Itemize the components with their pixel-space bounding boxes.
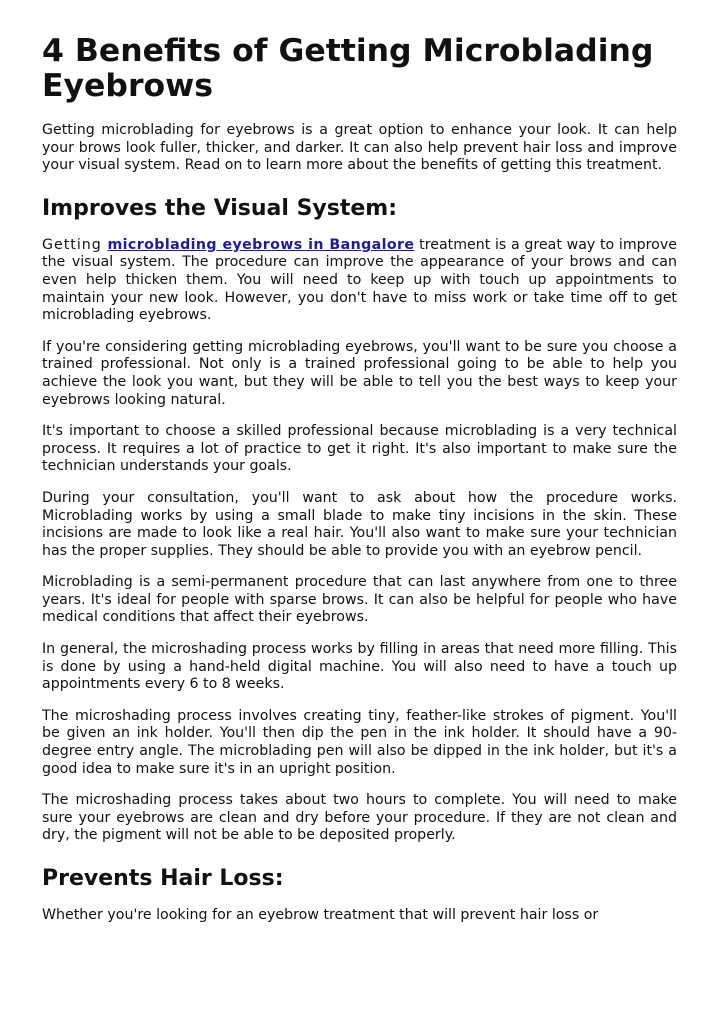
- section-heading-hair-loss: Prevents Hair Loss:: [42, 866, 284, 891]
- paragraph-text: treatment is a great way to improve the visual system. The procedure can improve the appearance of your brows and can even help thicken them. You will need to keep up with touch up appointments to maintain your new look. However, you don't have to miss work or take time off to get microblading eyebrows.: [42, 236, 677, 324]
- page-title: 4 Benefits of Getting Microblading Eyebrows: [42, 33, 654, 104]
- paragraph-lead-text: Getting: [42, 236, 108, 253]
- paragraph: Microblading is a semi-permanent procedure that can last anywhere from one to three years. It's ideal for people with sparse brows. It can also be helpful for people who have medical conditions that affect their eyebrows.: [42, 574, 677, 626]
- paragraph: If you're considering getting microblading eyebrows, you'll want to be sure you choose a trained professional. Not only is a trained professional going to be able to help you achieve the look you want, but they will be able to tell you the best ways to keep your eyebrows looking natural.: [42, 338, 677, 408]
- paragraph: The microshading process involves creating tiny, feather-like strokes of pigment. You'll be given an ink holder. You'll then dip the pen in the ink holder. It should have a 90-degree entry angle. The microblading pen will also be dipped in the ink holder, but it's a good idea to make sure it's in an upright position.: [42, 707, 677, 777]
- paragraph: During your consultation, you'll want to ask about how the procedure works. Microblading works by using a small blade to make tiny incisions in the skin. These incisions are made to look like a real hair. You'll also want to make sure your technician has the proper supplies. They should be able to provide you with an eyebrow pencil.: [42, 489, 677, 559]
- microblading-bangalore-link[interactable]: microblading eyebrows in Bangalore: [107, 236, 415, 253]
- paragraph: [42, 237, 677, 325]
- paragraph: Whether you're looking for an eyebrow treatment that will prevent hair loss or: [42, 907, 599, 923]
- section-heading-visual-system: Improves the Visual System:: [42, 195, 398, 221]
- paragraph: It's important to choose a skilled professional because microblading is a very technical process. It requires a lot of practice to get it right. It's also important to make sure the technician understands your goals.: [42, 423, 677, 475]
- paragraph: The microshading process takes about two hours to complete. You will need to make sure your eyebrows are clean and dry before your procedure. If they are not clean and dry, the pigment will not be able to be deposited properly.: [42, 792, 677, 844]
- paragraph: In general, the microshading process works by filling in areas that need more filling. This is done by using a hand-held digital machine. You will also need to have a touch up appointments every 6 to 8 weeks.: [42, 641, 677, 693]
- intro-paragraph: Getting microblading for eyebrows is a great option to enhance your look. It can help your brows look fuller, thicker, and darker. It can also help prevent hair loss and improve your visual system. Read on to learn more about the benefits of getting this treatment.: [42, 122, 677, 174]
